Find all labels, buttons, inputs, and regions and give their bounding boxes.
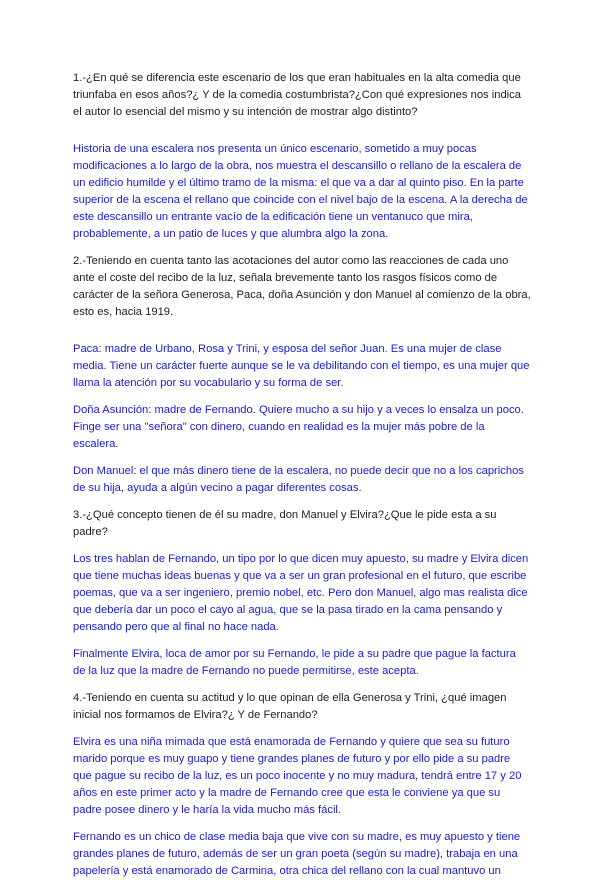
document-body [73, 70, 531, 880]
question-2: 2.-Teniendo en cuenta tanto las acotaciones del autor como las reacciones de cada uno ante el coste del recibo de la luz, señala brevemente tanto los rasgos físicos como de carácter de la señora Generosa, Paca, doña Asunción y don Manuel al comienzo de la obra, esto es, hacia 1919. [73, 255, 531, 318]
answer-3-part-1: Los tres hablan de Fernando, un tipo por lo que dicen muy apuesto, su madre y Elvira dicen que tiene muchas ideas buenas y que va a ser un gran profesional en el futuro, que escribe poemas, que va a ser ingeniero, premio nobel, etc. Pero don Manuel, algo mas realista dice que debería dar un poco el cayo al agua, que se la pasa tirado en la cama pensando y pensando pero que al final no hace nada. [73, 553, 529, 633]
answer-4-part-2: Fernando es un chico de clase media baja que vive con su madre, es muy apuesto y tiene grandes planes de futuro, además de ser un gran poeta (según su madre), trabaja en una papelería y está enamorado de Carmina, otra chica del rellano con la cual mantuvo un [73, 831, 521, 877]
answer-4-part-1: Elvira es una niña mimada que está enamorada de Fernando y quiere que sea su futuro marido porque es muy guapo y tiene grandes planes de futuro y por ello pide a su padre que pague su recibo de la luz, es un poco inocente y no muy madura, tendrá entre 17 y 20 años en este primer acto y la madre de Fernando cree que esta le conviene ya que su padre posee dinero y le haría la vida mucho más fácil. [73, 736, 522, 816]
question-3: 3.-¿Qué concepto tienen de él su madre, don Manuel y Elvira?¿Que le pide esta a su padre? [73, 509, 497, 538]
answer-3-part-2: Finalmente Elvira, loca de amor por su Fernando, le pide a su padre que pague la factura de la luz que la madre de Fernando no puede permitirse, este acepta. [73, 648, 516, 677]
answer-2-asuncion: Doña Asunción: madre de Fernando. Quiere mucho a su hijo y a veces lo ensalza un poco. Finge ser una "señora" con dinero, cuando en realidad es la mujer más pobre de la escalera. [73, 404, 524, 450]
answer-2-paca: Paca: madre de Urbano, Rosa y Trini, y esposa del señor Juan. Es una mujer de clase media. Tiene un carácter fuerte aunque se le va debilitando con el tiempo, es una mujer que llama la atención por su vocabulario y su forma de ser. [73, 343, 530, 389]
answer-2-manuel: Don Manuel: el que más dinero tiene de la escalera, no puede decir que no a los caprichos de su hija, ayuda a algún vecino a pagar diferentes cosas. [73, 465, 524, 494]
answer-1: Historia de una escalera nos presenta un único escenario, sometido a muy pocas modificaciones a lo largo de la obra, nos muestra el descansillo o rellano de la escalera de un edificio humilde y el último tramo de la misma: el que va a dar al quinto piso. En la parte superior de la escena el rellano que coincide con el nivel bajo de la escena. A la derecha de este descansillo un entrante vacío de la edificación tiene un ventanuco que mira, probablemente, a un patio de luces y que alumbra algo la zona. [73, 143, 528, 240]
question-4: 4.-Teniendo en cuenta su actitud y lo que opinan de ella Generosa y Trini, ¿qué imagen inicial nos formamos de Elvira?¿ Y de Fernando? [73, 692, 507, 721]
question-1: 1.-¿En qué se diferencia este escenario de los que eran habituales en la alta comedia que triunfaba en esos años?¿ Y de la comedia costumbrista?¿Con qué expresiones nos indica el autor lo esencial del mismo y su intención de mostrar algo distinto? [73, 72, 521, 118]
